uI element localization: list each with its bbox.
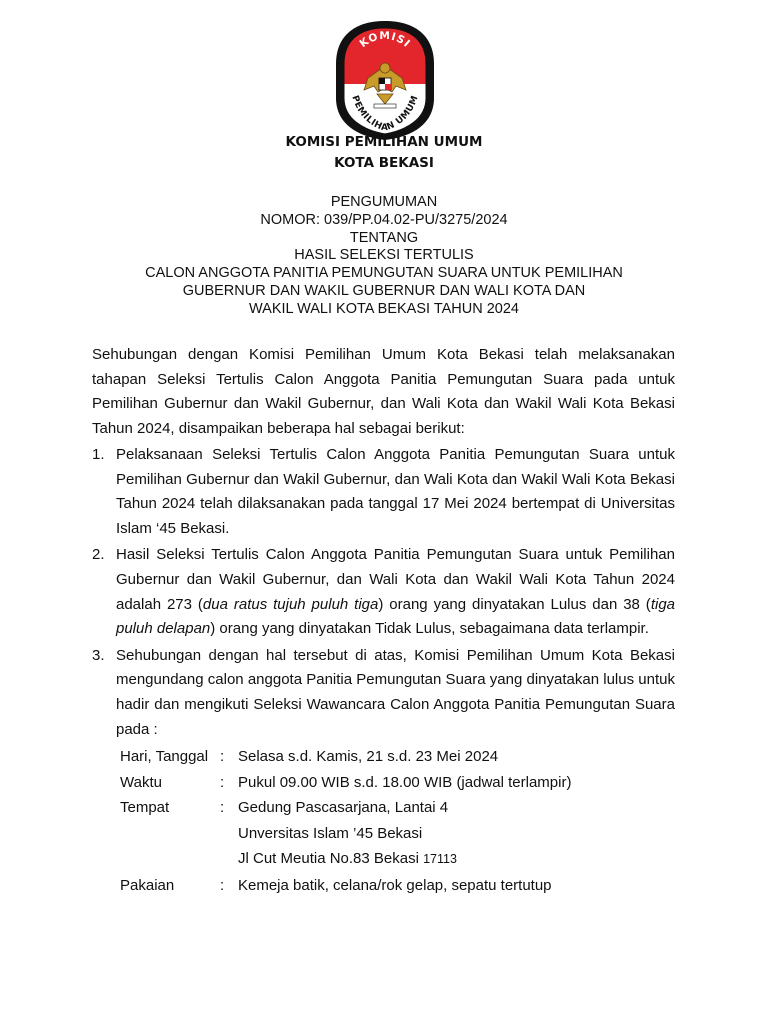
list-item bbox=[92, 644, 675, 742]
detail-label: Waktu bbox=[120, 773, 162, 791]
list-item bbox=[92, 443, 675, 541]
italic-number-text: tiga puluh delapan bbox=[116, 595, 675, 638]
text-part: ) orang yang dinyatakan Tidak Lulus, sebagaimana data terlampir. bbox=[210, 620, 649, 638]
org-name: KOMISI PEMILIHAN UMUM bbox=[285, 134, 483, 150]
title-tentang: TENTANG bbox=[349, 229, 419, 246]
detail-value: Unversitas Islam ’45 Bekasi bbox=[238, 824, 423, 842]
detail-row-waktu bbox=[120, 770, 571, 796]
italic-number-text: dua ratus tujuh puluh tiga bbox=[202, 595, 379, 613]
list-item-text bbox=[116, 546, 675, 637]
logo-bottom-text: PEMILIHAN UMUM bbox=[349, 94, 421, 134]
title-subject-1: HASIL SELEKSI TERTULIS bbox=[294, 247, 474, 264]
kpu-logo bbox=[330, 18, 440, 140]
detail-colon: : bbox=[220, 773, 225, 791]
detail-value: Gedung Pascasarjana, Lantai 4 bbox=[238, 799, 449, 816]
announcement-list bbox=[92, 443, 675, 744]
detail-value bbox=[238, 846, 457, 873]
detail-colon: : bbox=[220, 799, 225, 816]
title-nomor: NOMOR: 039/PP.04.02-PU/3275/2024 bbox=[260, 211, 508, 228]
detail-row-tempat bbox=[120, 795, 571, 821]
schedule-details bbox=[120, 744, 571, 898]
list-number: 3. bbox=[92, 646, 105, 664]
detail-value: Pukul 09.00 WIB s.d. 18.00 WIB (jadwal terlampir) bbox=[238, 773, 572, 791]
detail-row-tempat-2 bbox=[120, 821, 571, 847]
address-postal-code: 17113 bbox=[423, 852, 457, 866]
address-street: Jl Cut Meutia No.83 Bekasi bbox=[238, 850, 419, 867]
title-subject-4: WAKIL WALI KOTA BEKASI TAHUN 2024 bbox=[249, 300, 519, 317]
organization-header bbox=[0, 132, 768, 174]
list-number: 2. bbox=[92, 546, 105, 564]
list-item-text: Pelaksanaan Seleksi Tertulis Calon Anggota Panitia Pemungutan Suara untuk Pemilihan Gubernur dan Wakil Gubernur, dan Wali Kota dan Wakil Wali Kota Bekasi Tahun 2024 telah dilaksanakan pada tanggal 17 Mei 2024 bertempat di Universitas Islam ‘45 Bekasi. bbox=[116, 446, 675, 537]
title-subject-3: GUBERNUR DAN WAKIL GUBERNUR DAN WALI KOTA DAN bbox=[182, 282, 586, 299]
detail-row-pakaian bbox=[120, 873, 571, 899]
detail-value: Kemeja batik, celana/rok gelap, sepatu tertutup bbox=[238, 876, 552, 894]
announcement-title bbox=[0, 194, 768, 319]
title-subject-2: CALON ANGGOTA PANITIA PEMUNGUTAN SUARA UNTUK PEMILIHAN bbox=[145, 265, 623, 282]
logo-top-text: KOMISI bbox=[357, 29, 413, 51]
text-part: ) orang yang dinyatakan Lulus dan 38 ( bbox=[378, 595, 651, 613]
detail-label: Hari, Tanggal bbox=[120, 748, 209, 765]
list-item-text: Sehubungan dengan hal tersebut di atas, Komisi Pemilihan Umum Kota Bekasi mengundang calon anggota Panitia Pemungutan Suara yang dinyatakan lulus untuk hadir dan mengikuti Seleksi Wawancara Calon Anggota Panitia Pemungutan Suara pada : bbox=[116, 646, 675, 738]
detail-label: Pakaian bbox=[120, 876, 175, 894]
detail-row-hari bbox=[120, 744, 571, 770]
intro-paragraph: Sehubungan dengan Komisi Pemilihan Umum Kota Bekasi telah melaksanakan tahapan Seleksi Tertulis Calon Anggota Panitia Pemungutan Suara pada untuk Pemilihan Gubernur dan Wakil Gubernur, dan Wali Kota dan Wakil Wali Kota Bekasi Tahun 2024, disampaikan beberapa hal sebagai berikut: bbox=[92, 346, 675, 437]
detail-colon: : bbox=[220, 876, 225, 894]
detail-label: Tempat bbox=[120, 799, 170, 816]
text-part: Hasil Seleksi Tertulis Calon Anggota Panitia Pemungutan Suara untuk Pemilihan Gubernur dan Wakil Gubernur, dan Wali Kota dan Wakil Wali Kota Tahun 2024 adalah 273 ( bbox=[116, 546, 675, 613]
org-city: KOTA BEKASI bbox=[334, 155, 434, 171]
list-number: 1. bbox=[92, 446, 105, 463]
detail-row-tempat-3 bbox=[120, 846, 571, 873]
detail-colon: : bbox=[220, 748, 225, 765]
detail-value: Selasa s.d. Kamis, 21 s.d. 23 Mei 2024 bbox=[238, 748, 499, 765]
list-item bbox=[92, 543, 675, 641]
title-pengumuman: PENGUMUMAN bbox=[330, 194, 438, 210]
